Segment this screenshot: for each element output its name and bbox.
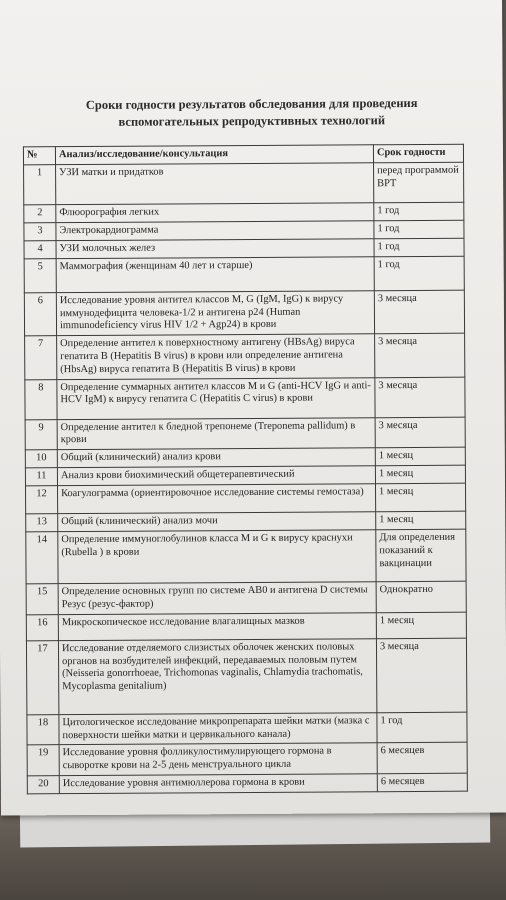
- row-num: 2: [24, 204, 56, 222]
- table-row: [26, 581, 466, 614]
- row-term: 1 месяц: [375, 465, 465, 484]
- row-term: 6 месяцев: [377, 743, 467, 774]
- row-term: Для определения показаний к вакцинации: [376, 529, 466, 582]
- row-num: 8: [25, 379, 57, 419]
- row-num: 1: [24, 164, 56, 204]
- row-name: Маммография (женщинам 40 лет и старше): [56, 257, 374, 293]
- row-term: Однократно: [376, 581, 466, 612]
- table-row: [24, 290, 464, 336]
- row-name: Анализ крови биохимический общетерапевтический: [57, 466, 375, 486]
- table-row: [27, 712, 467, 745]
- table-row: [27, 743, 467, 776]
- table-row: [25, 417, 465, 450]
- row-term: 1 месяц: [375, 483, 465, 512]
- row-num: 3: [24, 222, 56, 240]
- row-num: 14: [26, 532, 58, 584]
- row-num: 20: [27, 776, 59, 794]
- row-name: Коагулограмма (ориентировочное исследование системы гемостаза): [58, 484, 376, 514]
- row-name: Исследование уровня антител классов M, G (IgM, IgG) к вирусу иммунодефицита человека-1/2 и антигена p24 (Human immunodeficiency virus HIV 1/2 + Agp24) в крови: [56, 291, 374, 336]
- title-line-1: Сроки годности результатов обследования для проведения: [85, 95, 418, 112]
- row-num: 7: [25, 336, 57, 380]
- table-row: [26, 483, 466, 514]
- row-name: Флюорография легких: [56, 203, 374, 223]
- row-num: 19: [27, 745, 59, 776]
- row-term: 3 месяца: [375, 417, 465, 448]
- row-name: Общий (клинический) анализ крови: [57, 448, 375, 468]
- row-term: 1 месяц: [376, 511, 466, 530]
- table-row: [25, 377, 465, 420]
- row-num: 12: [26, 486, 58, 514]
- row-name: Определение основных групп по системе AB0 и антигена D системы Резус (резус-фактор): [58, 582, 376, 615]
- row-term: 1 год: [377, 712, 467, 743]
- row-name: Исследование отделяемого слизистых оболочек женских половых органов на возбудителей инфекций, передаваемых половым путем (Neisseria gonorrhoeae, Trichomonas vaginalis, Chlamydia trachomatis, Mycoplasma genitalium): [58, 638, 376, 714]
- row-term: 1 год: [374, 202, 464, 221]
- row-term: 1 год: [374, 220, 464, 239]
- row-name: Общий (клинический) анализ мочи: [58, 512, 376, 532]
- row-name: Микроскопическое исследование влагалищных мазков: [58, 612, 376, 640]
- row-term: 1 месяц: [375, 447, 465, 466]
- title-line-2: вспомогательных репродуктивных технологий: [118, 113, 386, 129]
- row-name: Исследование уровня фолликулостимулирующего гормона в сыворотке крови на 2-5 день менструального цикла: [59, 743, 377, 776]
- row-name: Электрокардиограмма: [56, 221, 374, 241]
- row-num: 10: [25, 450, 57, 468]
- row-name: УЗИ матки и придатков: [56, 163, 374, 205]
- table-row: [24, 162, 464, 205]
- row-num: 18: [27, 714, 59, 745]
- row-num: 6: [24, 292, 56, 336]
- header-term: Срок годности: [373, 144, 463, 162]
- document-title: [37, 95, 467, 132]
- row-name: Цитологическое исследование микропрепарата шейки матки (мазка с поверхности шейки матки и цервикального канала): [59, 712, 377, 745]
- row-num: 16: [26, 614, 58, 640]
- row-term: 1 год: [374, 256, 464, 291]
- row-term: 1 месяц: [376, 612, 466, 639]
- row-name: Определение суммарных антител классов M и G (anti-HCV IgG и anti-HCV IgM) к вирусу гепатита C (Hepatitis C virus) в крови: [57, 377, 375, 419]
- row-term: 6 месяцев: [377, 773, 467, 792]
- row-term: перед программой ВРТ: [374, 162, 464, 203]
- row-term: 3 месяца: [375, 377, 465, 418]
- table-row: [24, 256, 464, 293]
- table-row: [26, 638, 466, 715]
- row-num: 13: [26, 514, 58, 532]
- row-num: 17: [26, 640, 58, 714]
- row-term: 3 месяца: [375, 333, 465, 377]
- header-num: №: [23, 147, 55, 165]
- row-num: 5: [24, 258, 56, 292]
- row-name: Исследование уровня антимюллерова гормона в крови: [59, 774, 377, 794]
- table-row: [27, 773, 467, 794]
- row-num: 4: [24, 240, 56, 258]
- row-term: 3 месяца: [376, 638, 466, 713]
- table-row: [25, 333, 465, 379]
- row-name: Определение иммуноглобулинов класса M и G к вирусу краснухи (Rubella ) в крови: [58, 530, 376, 584]
- row-term: 1 год: [374, 238, 464, 257]
- validity-table: [23, 144, 468, 795]
- table-row: [26, 612, 466, 641]
- row-name: Определение антител к бледной трепонеме (Treponema pallidum) в крови: [57, 417, 375, 450]
- row-num: 11: [25, 468, 57, 486]
- table-row: [26, 529, 466, 584]
- row-name: УЗИ молочных желез: [56, 239, 374, 259]
- row-num: 15: [26, 584, 58, 615]
- header-name: Анализ/исследование/консультация: [55, 145, 373, 165]
- row-num: 9: [25, 419, 57, 450]
- row-term: 3 месяца: [374, 290, 464, 334]
- row-name: Определение антител к поверхностному антигену (HBsAg) вируса гепатита B (Hepatitis B virus) в крови или определение антигена (HbsAg) вируса гепатита B (Hepatitis B virus) в крови: [57, 334, 375, 379]
